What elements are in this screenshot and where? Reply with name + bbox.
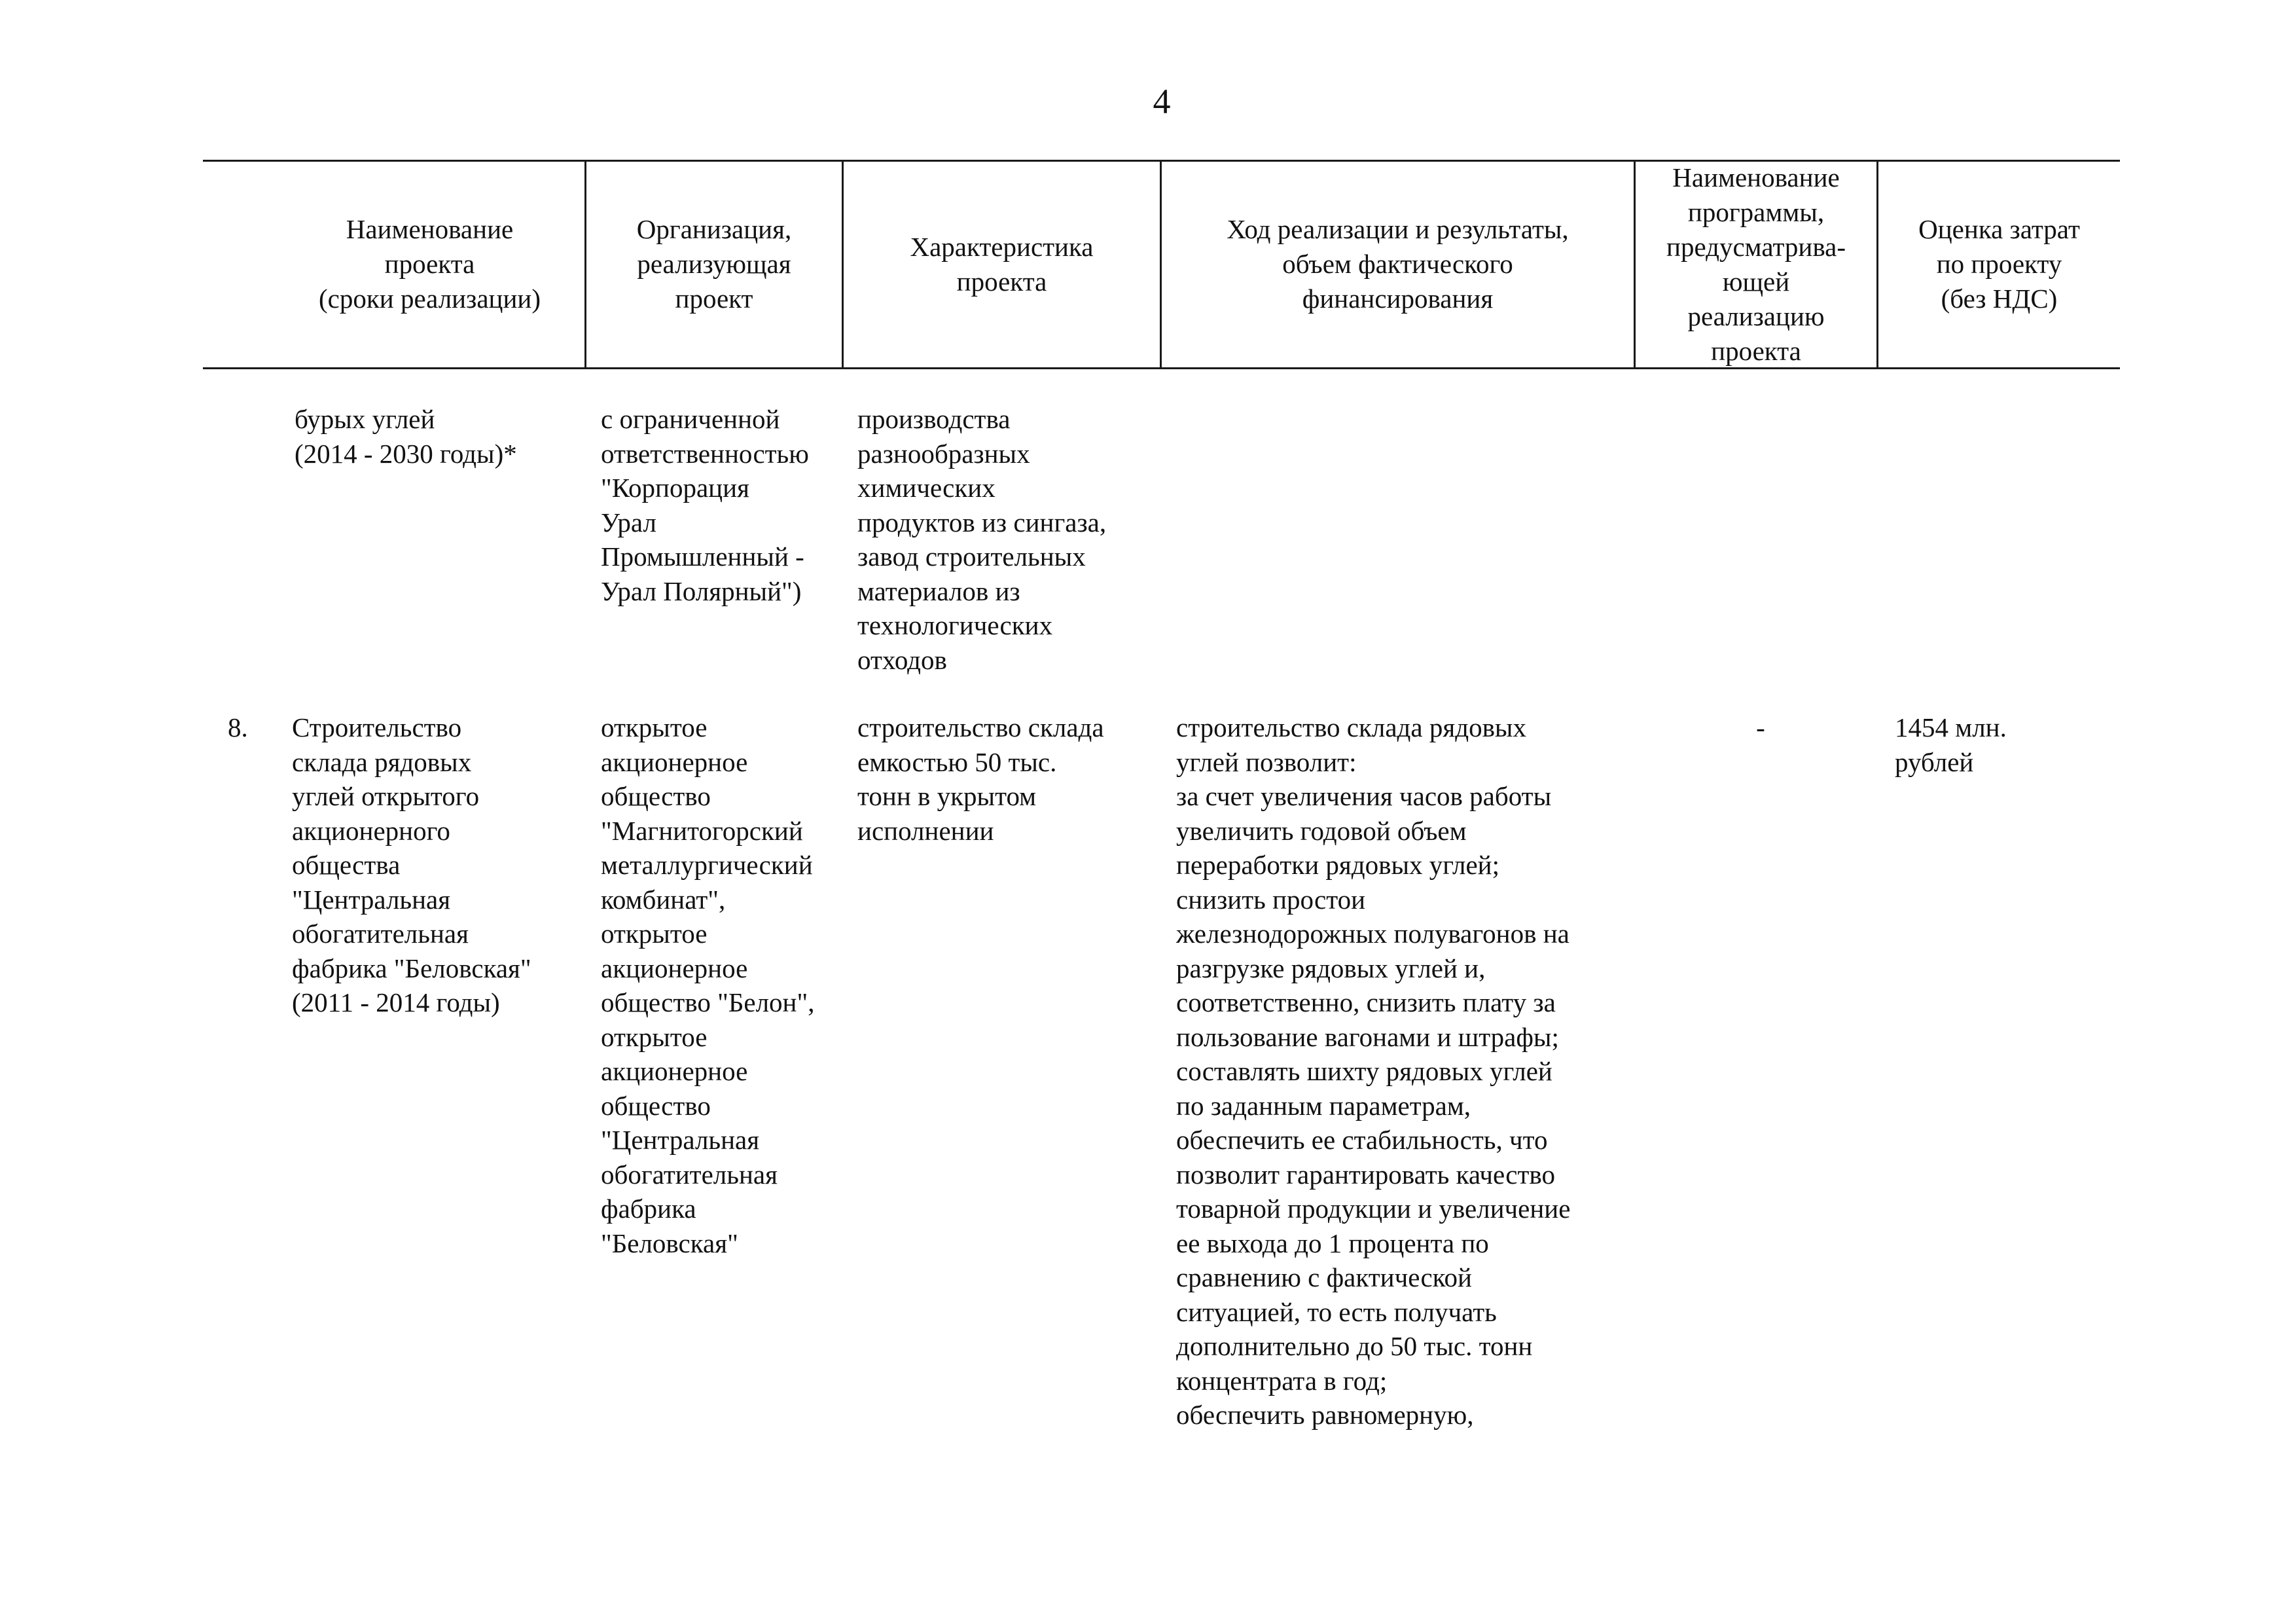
header-cost: Оценка затрат по проекту (без НДС)	[1918, 214, 2080, 314]
cell-project-name: бурых углей (2014 - 2030 годы)*	[295, 404, 517, 469]
cell-program: -	[1756, 712, 1765, 742]
header-project-name: Наименование проекта (сроки реализации)	[319, 214, 541, 314]
cell-row-number: 8.	[228, 712, 248, 742]
cell-cost: 1454 млн. рублей	[1895, 712, 2007, 777]
header-characteristic: Характеристика проекта	[910, 231, 1094, 297]
cell-organization: с ограниченной ответственностью "Корпорация Урал Промышленный - Урал Полярный")	[601, 404, 809, 606]
cell-characteristic: строительство склада емкостью 50 тыс. тонн в укрытом исполнении	[857, 712, 1104, 846]
cell-progress: строительство склада рядовых углей позволит: за счет увеличения часов работы увеличить годовой объем переработки рядовых углей; снизить простои железнодорожных полувагонов на разгрузке рядовых углей и, соответственно, снизить плату за пользование вагонами и штрафы; составлять шихту рядовых углей по заданным параметрам, обеспечить ее стабильность, что позволит гарантировать качество товарной продукции и увеличение ее выхода до 1 процента по сравнению с фактической ситуацией, то есть получать дополнительно до 50 тыс. тонн концентрата в год; обеспечить равномерную,	[1176, 712, 1571, 1430]
header-organization: Организация, реализующая проект	[636, 214, 792, 314]
cell-project-name: Строительство склада рядовых углей открытого акционерного общества "Центральная обогатительная фабрика "Беловская" (2011 - 2014 годы)	[292, 712, 531, 1017]
cell-characteristic: производства разнообразных химических продуктов из сингаза, завод строительных материалов из технологических отходов	[857, 404, 1107, 675]
page-number: 4	[1153, 82, 1171, 121]
cell-organization: открытое акционерное общество "Магнитогорский металлургический комбинат", открытое акционерное общество "Белон", открытое акционерное общество "Центральная обогатительная фабрика "Беловская"	[601, 712, 815, 1258]
header-progress: Ход реализации и результаты, объем фактического финансирования	[1227, 214, 1569, 314]
header-program: Наименование программы, предусматрива- ющей реализацию проекта	[1666, 162, 1846, 366]
